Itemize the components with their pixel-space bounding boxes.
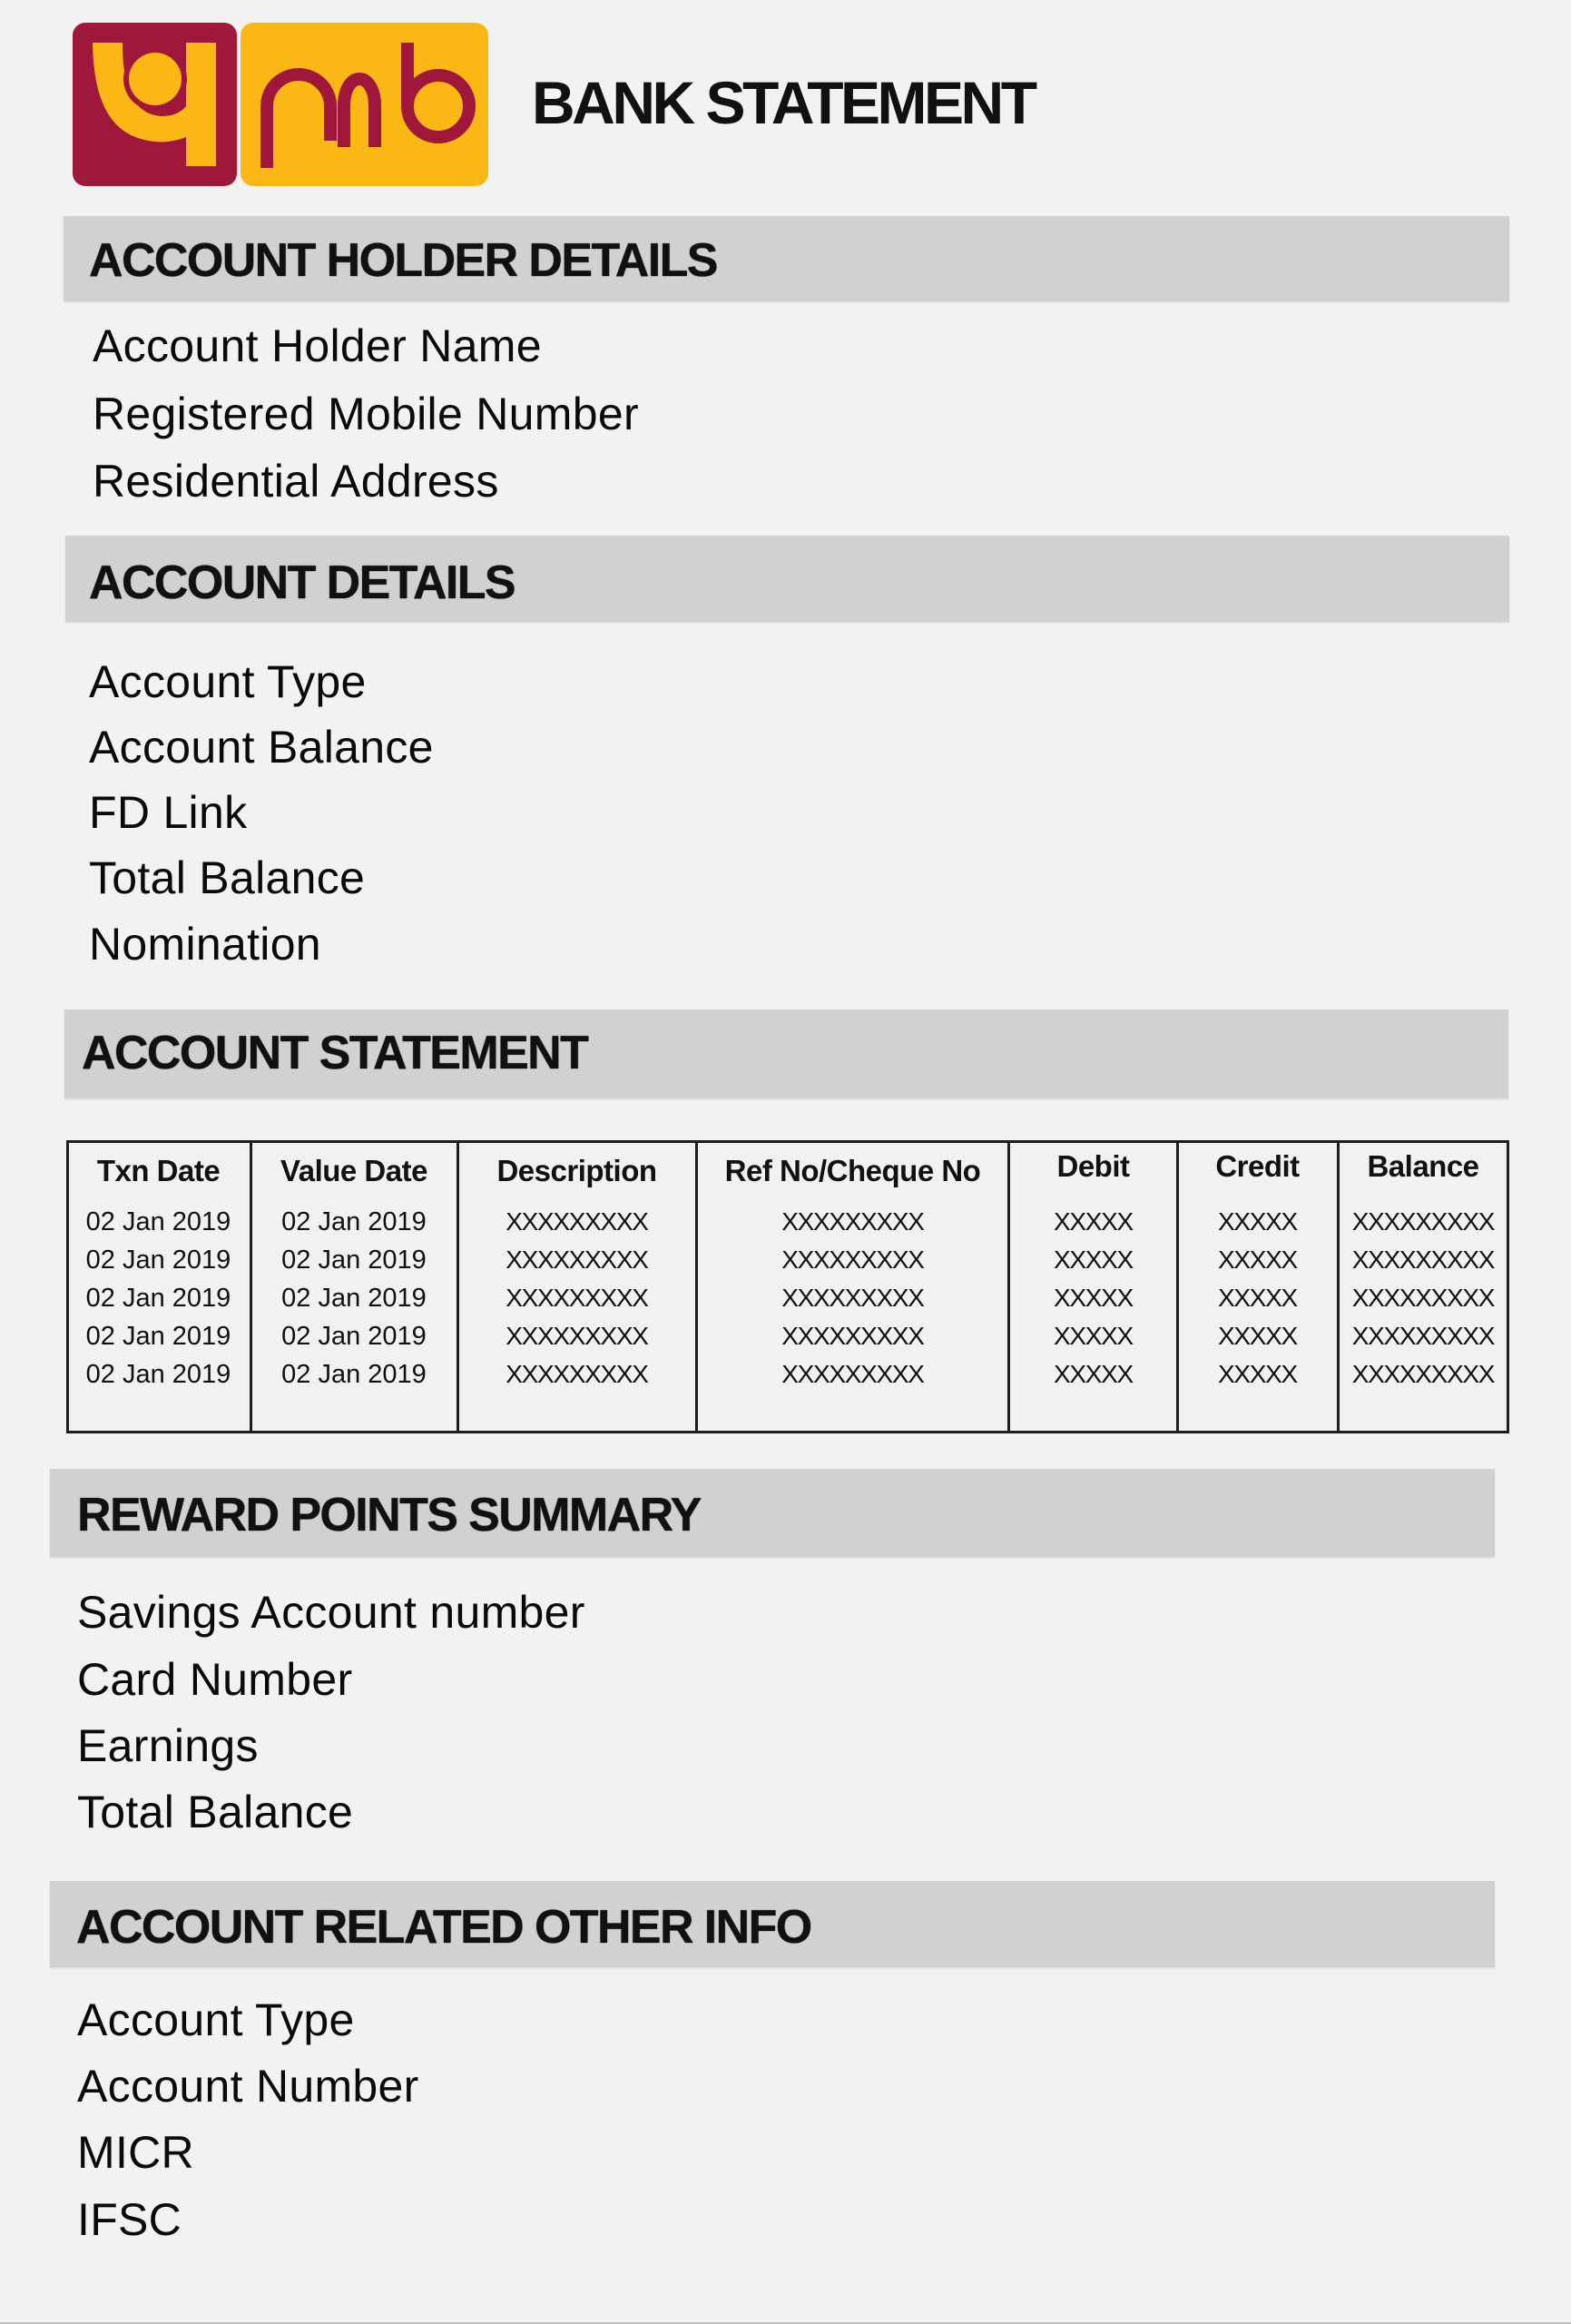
table-column-header: Credit [1215,1149,1300,1183]
field-label-residential-address: Residential Address [93,456,499,507]
section-title: ACCOUNT HOLDER DETAILS [89,234,717,287]
table-cell-description: XXXXXXXXX [506,1360,648,1388]
table-cell-credit: XXXXX [1218,1360,1297,1388]
section-title: REWARD POINTS SUMMARY [77,1489,701,1541]
field-label-account-type: Account Type [77,1994,355,2045]
table-cell-description: XXXXXXXXX [506,1322,648,1350]
table-cell-txn-date: 02 Jan 2019 [85,1284,231,1313]
table-column-header: Value Date [280,1154,427,1187]
table-cell-debit: XXXXX [1054,1246,1133,1274]
table-cell-txn-date: 02 Jan 2019 [85,1246,231,1275]
table-cell-debit: XXXXX [1054,1284,1133,1312]
field-label-total-balance: Total Balance [89,852,366,903]
table-cell-ref-no-cheque-no: XXXXXXXXX [781,1246,924,1274]
field-label-micr: MICR [77,2127,194,2178]
field-label-account-number: Account Number [77,2061,419,2112]
table-cell-balance: XXXXXXXXX [1351,1284,1495,1312]
table-cell-ref-no-cheque-no: XXXXXXXXX [781,1207,924,1236]
table-cell-value-date: 02 Jan 2019 [281,1284,427,1313]
table-cell-balance: XXXXXXXXX [1351,1360,1495,1388]
table-cell-debit: XXXXX [1054,1360,1133,1388]
table-cell-ref-no-cheque-no: XXXXXXXXX [781,1322,924,1350]
field-label-earnings: Earnings [77,1720,259,1771]
table-column-divider [1007,1140,1010,1433]
field-label-card-number: Card Number [77,1654,353,1705]
field-label-account-balance: Account Balance [89,722,434,773]
field-label-fd-link: FD Link [89,787,248,838]
table-column-header: Debit [1056,1149,1130,1183]
table-column-header: Description [496,1154,657,1187]
field-label-ifsc: IFSC [77,2194,182,2245]
table-column-divider [1337,1140,1340,1433]
table-cell-txn-date: 02 Jan 2019 [85,1322,231,1351]
table-cell-balance: XXXXXXXXX [1351,1322,1495,1350]
table-cell-txn-date: 02 Jan 2019 [85,1207,231,1236]
table-cell-value-date: 02 Jan 2019 [281,1207,427,1236]
section-title: ACCOUNT DETAILS [89,556,515,609]
table-column-divider [695,1140,698,1433]
table-cell-txn-date: 02 Jan 2019 [85,1360,231,1389]
table-column-divider [457,1140,459,1433]
field-label-account-holder-name: Account Holder Name [93,320,542,371]
table-cell-credit: XXXXX [1218,1207,1297,1236]
table-cell-debit: XXXXX [1054,1322,1133,1350]
table-cell-value-date: 02 Jan 2019 [281,1360,427,1389]
table-cell-description: XXXXXXXXX [506,1246,648,1274]
field-label-total-balance: Total Balance [77,1787,354,1837]
table-cell-value-date: 02 Jan 2019 [281,1322,427,1351]
table-column-header: Txn Date [96,1154,221,1187]
table-column-header: Ref No/Cheque No [724,1154,981,1187]
table-cell-description: XXXXXXXXX [506,1207,648,1236]
field-label-registered-mobile-number: Registered Mobile Number [93,389,639,439]
field-label-savings-account-number: Savings Account number [77,1587,585,1638]
table-column-header: Balance [1367,1149,1479,1183]
table-cell-debit: XXXXX [1054,1207,1133,1236]
pnb-logo [73,23,488,186]
transactions-table [66,1140,1509,1433]
pnb-wordmark [241,23,488,186]
section-title: ACCOUNT STATEMENT [82,1027,588,1079]
pnb-emblem-icon [73,23,237,186]
page-title: BANK STATEMENT [532,69,1035,136]
field-label-nomination: Nomination [89,919,321,970]
section-title: ACCOUNT RELATED OTHER INFO [76,1901,811,1954]
table-cell-ref-no-cheque-no: XXXXXXXXX [781,1284,924,1312]
table-cell-credit: XXXXX [1218,1246,1297,1274]
table-column-divider [250,1140,252,1433]
table-cell-credit: XXXXX [1218,1322,1297,1350]
table-cell-description: XXXXXXXXX [506,1284,648,1312]
table-cell-balance: XXXXXXXXX [1351,1246,1495,1274]
table-cell-value-date: 02 Jan 2019 [281,1246,427,1275]
table-cell-ref-no-cheque-no: XXXXXXXXX [781,1360,924,1388]
table-column-divider [1176,1140,1179,1433]
table-cell-balance: XXXXXXXXX [1351,1207,1495,1236]
field-label-account-type: Account Type [89,656,367,707]
table-cell-credit: XXXXX [1218,1284,1297,1312]
